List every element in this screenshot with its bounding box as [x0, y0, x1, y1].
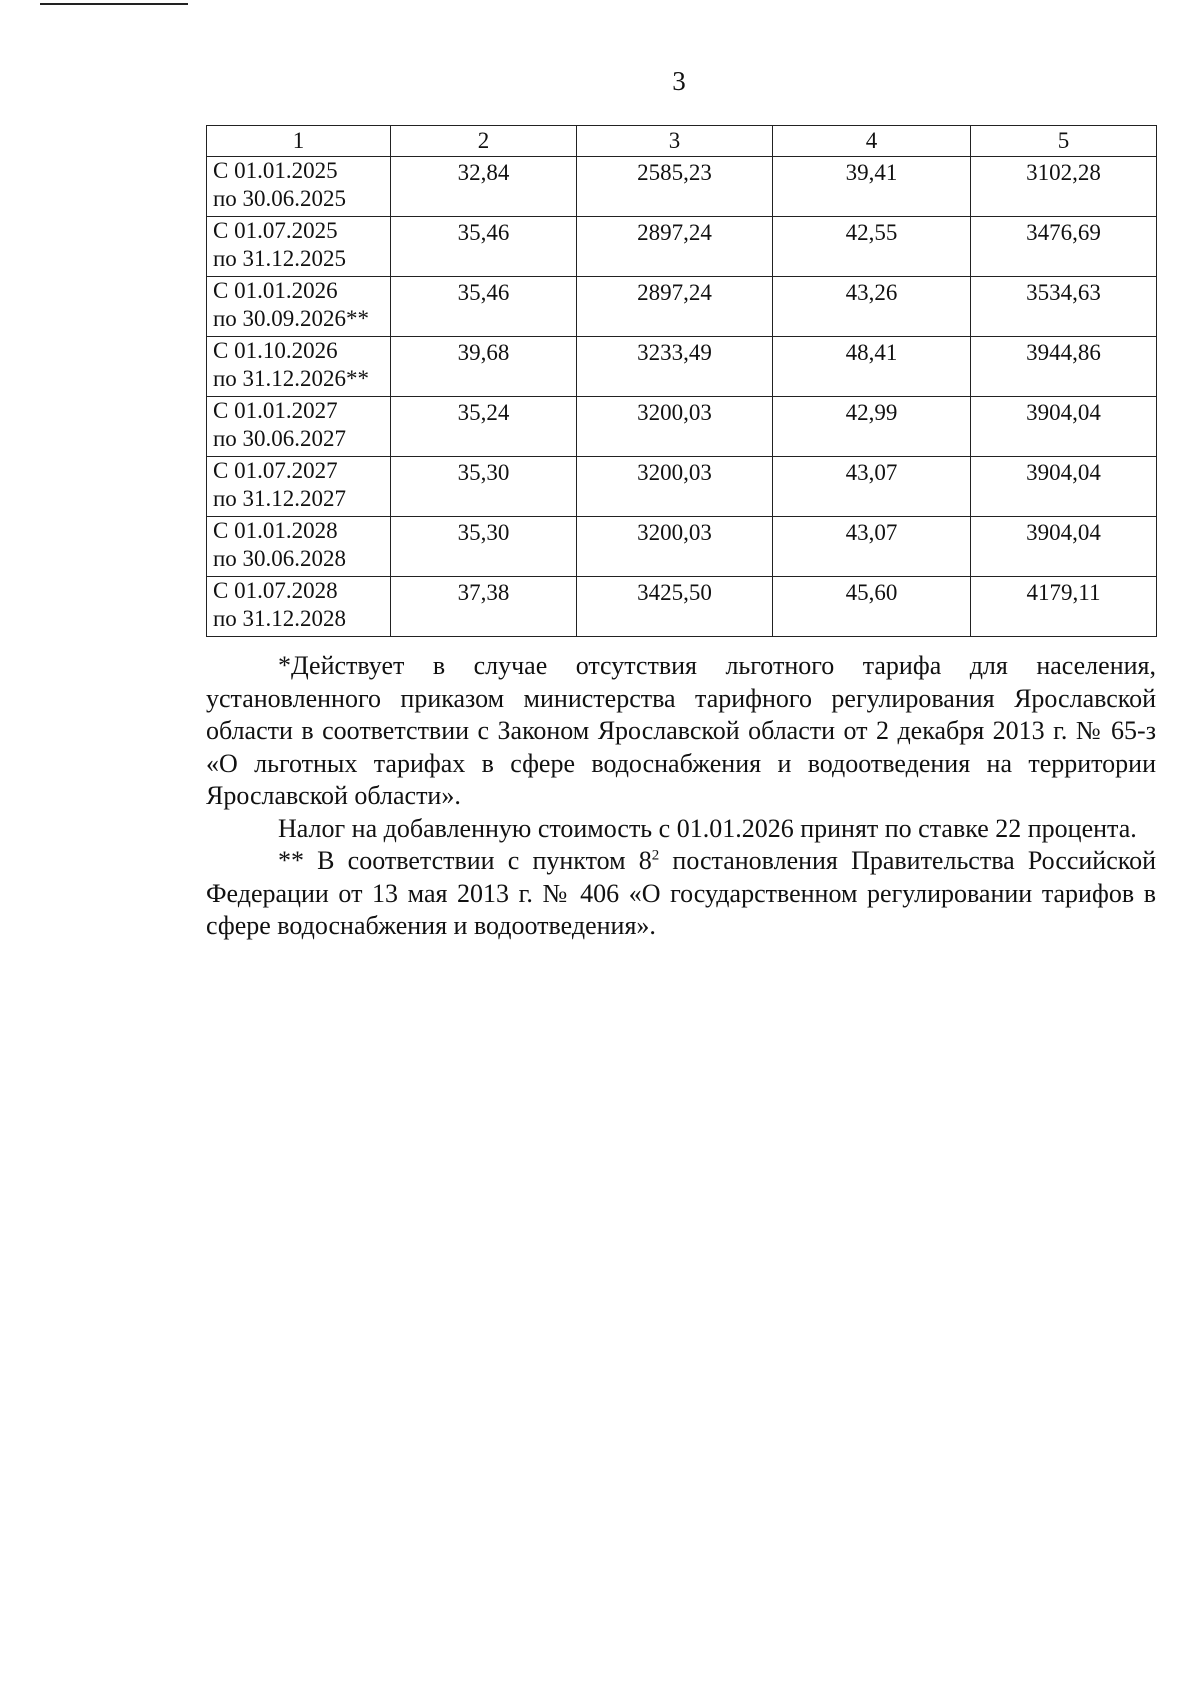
value-cell: 37,38: [391, 577, 577, 637]
period-to: по 31.12.2026**: [213, 366, 370, 391]
period-to: по 30.06.2028: [213, 546, 347, 571]
footnote-regulation: [206, 845, 1156, 943]
value-cell: 3233,49: [577, 337, 773, 397]
value-cell: 3904,04: [971, 517, 1157, 577]
table-row: [207, 157, 1157, 217]
value-cell: 39,68: [391, 337, 577, 397]
value-cell: 4179,11: [971, 577, 1157, 637]
value-cell: 35,30: [391, 517, 577, 577]
value-cell: 35,46: [391, 277, 577, 337]
value-cell: 42,99: [773, 397, 971, 457]
period-cell: [207, 457, 391, 517]
value-cell: 48,41: [773, 337, 971, 397]
value-cell: 43,07: [773, 517, 971, 577]
footnote-vat: Налог на добавленную стоимость с 01.01.2026 принят по ставке 22 процента.: [278, 813, 1137, 843]
value-cell: 2897,24: [577, 277, 773, 337]
period-to: по 31.12.2027: [213, 486, 347, 511]
period-from: С 01.07.2027: [213, 458, 338, 483]
value-cell: 42,55: [773, 217, 971, 277]
column-header: 3: [577, 126, 773, 157]
column-header: 1: [207, 126, 391, 157]
period-cell: [207, 217, 391, 277]
value-cell: 43,07: [773, 457, 971, 517]
period-cell: [207, 397, 391, 457]
value-cell: 3200,03: [577, 457, 773, 517]
value-cell: 3200,03: [577, 397, 773, 457]
table-row: [207, 397, 1157, 457]
period-cell: [207, 337, 391, 397]
table-header-row: [207, 126, 1157, 157]
value-cell: 35,30: [391, 457, 577, 517]
period-from: С 01.07.2025: [213, 218, 338, 243]
value-cell: 35,24: [391, 397, 577, 457]
value-cell: 32,84: [391, 157, 577, 217]
period-to: по 31.12.2025: [213, 246, 347, 271]
period-from: С 01.01.2027: [213, 398, 338, 423]
footnote-benefit-tariff: *Действует в случае отсутствия льготного тарифа для населения, установленного приказом министерства тарифного регулирования Ярославской области в соответствии с Законом Ярославской области от 2 декабря 2013 г. № 65-з «О льготных тарифах в сфере водоснабжения и водоотведения на территории Ярославской области».: [206, 651, 1156, 810]
table-row: [207, 457, 1157, 517]
value-cell: 35,46: [391, 217, 577, 277]
value-cell: 3904,04: [971, 397, 1157, 457]
table-row: [207, 337, 1157, 397]
column-header: 4: [773, 126, 971, 157]
top-rule: [40, 3, 188, 5]
period-cell: [207, 577, 391, 637]
footnote-regulation-suffix: постановления Правительства Российской Федерации от 13 мая 2013 г. № 406 «О государственном регулировании тарифов в сфере водоснабжения и водоотведения».: [206, 846, 1156, 940]
period-cell: [207, 157, 391, 217]
table-row: [207, 577, 1157, 637]
column-header: 2: [391, 126, 577, 157]
value-cell: 3200,03: [577, 517, 773, 577]
period-to: по 30.06.2027: [213, 426, 347, 451]
value-cell: 43,26: [773, 277, 971, 337]
value-cell: 3944,86: [971, 337, 1157, 397]
value-cell: 3534,63: [971, 277, 1157, 337]
table-row: [207, 217, 1157, 277]
period-cell: [207, 277, 391, 337]
tariff-table: [206, 125, 1157, 637]
period-to: по 30.06.2025: [213, 186, 347, 211]
value-cell: 45,60: [773, 577, 971, 637]
period-from: С 01.10.2026: [213, 338, 338, 363]
period-to: по 31.12.2028: [213, 606, 347, 631]
period-from: С 01.01.2025: [213, 158, 338, 183]
value-cell: 39,41: [773, 157, 971, 217]
value-cell: 3102,28: [971, 157, 1157, 217]
value-cell: 3904,04: [971, 457, 1157, 517]
column-header: 5: [971, 126, 1157, 157]
period-cell: [207, 517, 391, 577]
table-row: [207, 277, 1157, 337]
period-from: С 01.07.2028: [213, 578, 338, 603]
value-cell: 2585,23: [577, 157, 773, 217]
value-cell: 3476,69: [971, 217, 1157, 277]
period-from: С 01.01.2028: [213, 518, 338, 543]
period-from: С 01.01.2026: [213, 278, 338, 303]
value-cell: 3425,50: [577, 577, 773, 637]
table-row: [207, 517, 1157, 577]
period-to: по 30.09.2026**: [213, 306, 370, 331]
page-number: 3: [672, 66, 686, 96]
footnote-superscript: 2: [651, 847, 660, 864]
value-cell: 2897,24: [577, 217, 773, 277]
footnote-regulation-prefix: ** В соответствии с пунктом 8: [278, 846, 652, 875]
footnotes: [206, 650, 1156, 943]
